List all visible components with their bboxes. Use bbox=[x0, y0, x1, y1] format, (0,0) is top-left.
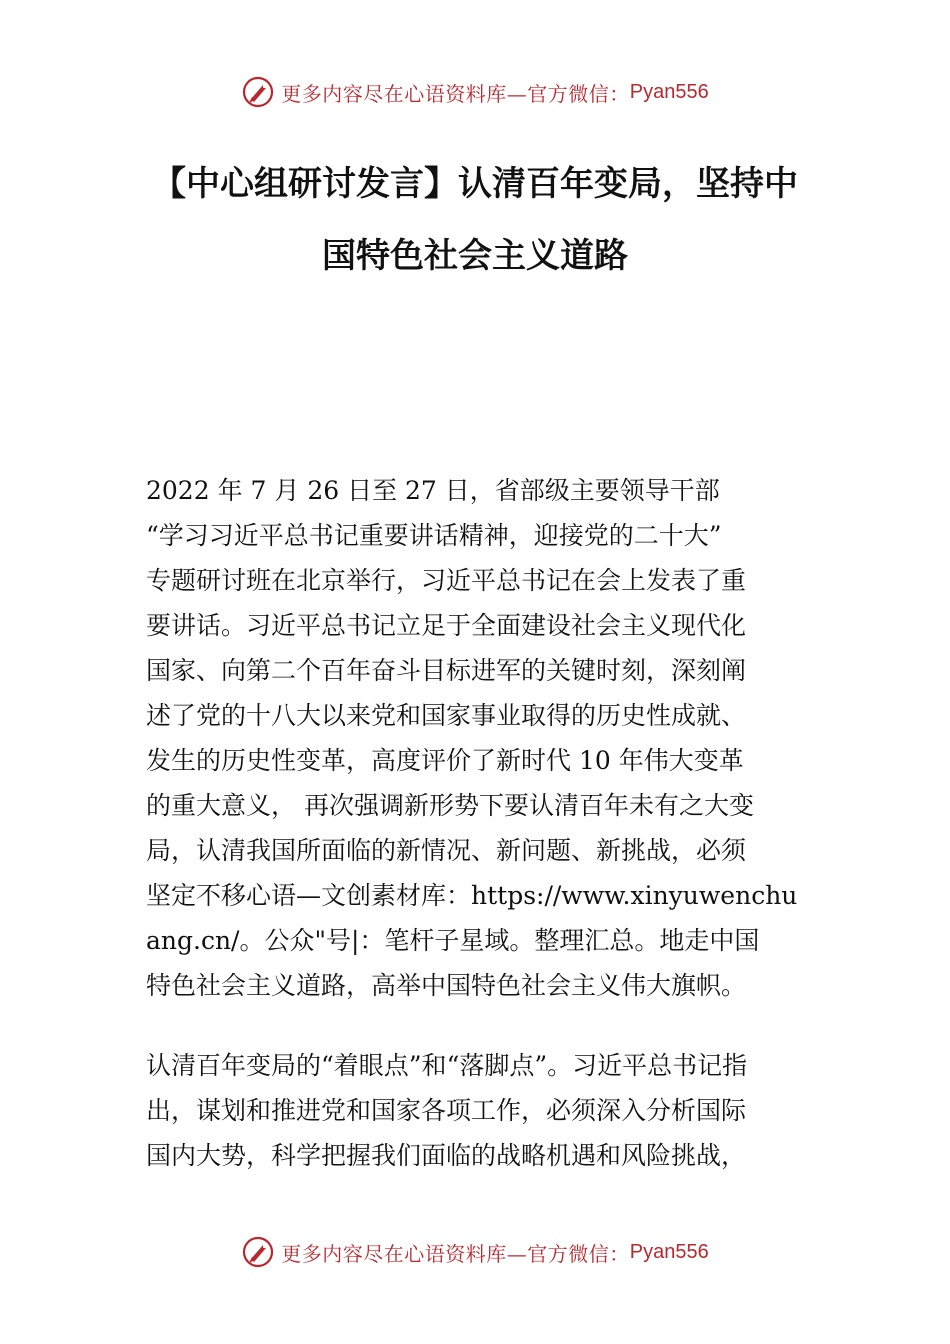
paragraph-line: 认清百年变局的“着眼点”和“落脚点”。习近平总书记指 bbox=[146, 1051, 748, 1080]
paragraph-line: 发生的历史性变革，高度评价了新时代 10 年伟大变革 bbox=[146, 746, 744, 775]
body-paragraph-2 bbox=[146, 1043, 826, 1178]
paragraph-line: ang.cn/。公众"号|：笔杆子星域。整理汇总。地走中国 bbox=[146, 926, 760, 955]
paragraph-line: 坚定不移心语—文创素材库：https://www.xinyuwenchu bbox=[146, 881, 798, 910]
document-title-line-2: 国特色社会主义道路 bbox=[322, 236, 628, 276]
footer-banner-handle: Pyan556 bbox=[629, 1240, 709, 1263]
paragraph-line: 出，谋划和推进党和国家各项工作，必须深入分析国际 bbox=[146, 1096, 747, 1125]
pen-nib-logo-icon bbox=[241, 1235, 275, 1269]
paragraph-line: 国家、向第二个百年奋斗目标进军的关键时刻，深刻阐 bbox=[146, 656, 747, 685]
paragraph-line: 局，认清我国所面临的新情况、新问题、新挑战，必须 bbox=[146, 836, 747, 865]
document-title-line-1: 【中心组研讨发言】认清百年变局，坚持中 bbox=[152, 164, 798, 204]
header-banner-handle: Pyan556 bbox=[629, 80, 709, 103]
footer-banner-text: 更多内容尽在心语资料库—官方微信： bbox=[281, 1241, 630, 1266]
paragraph-line: 特色社会主义道路，高举中国特色社会主义伟大旗帜。 bbox=[146, 971, 747, 1000]
paragraph-line: 要讲话。习近平总书记立足于全面建设社会主义现代化 bbox=[146, 611, 747, 640]
paragraph-line: 述了党的十八大以来党和国家事业取得的历史性成就、 bbox=[146, 701, 747, 730]
header-banner bbox=[0, 72, 950, 112]
body-paragraph-1 bbox=[146, 468, 826, 1008]
paragraph-line: 的重大意义， 再次强调新形势下要认清百年未有之大变 bbox=[146, 791, 754, 820]
paragraph-line: 专题研讨班在北京举行，习近平总书记在会上发表了重 bbox=[146, 566, 747, 595]
footer-banner bbox=[0, 1232, 950, 1272]
paragraph-line: 2022 年 7 月 26 日至 27 日，省部级主要领导干部 bbox=[146, 476, 720, 505]
paragraph-line: 国内大势，科学把握我们面临的战略机遇和风险挑战， bbox=[146, 1141, 747, 1170]
pen-nib-logo-icon bbox=[241, 75, 275, 109]
header-banner-text: 更多内容尽在心语资料库—官方微信： bbox=[281, 81, 630, 106]
paragraph-line: “学习习近平总书记重要讲话精神，迎接党的二十大” bbox=[146, 521, 722, 550]
